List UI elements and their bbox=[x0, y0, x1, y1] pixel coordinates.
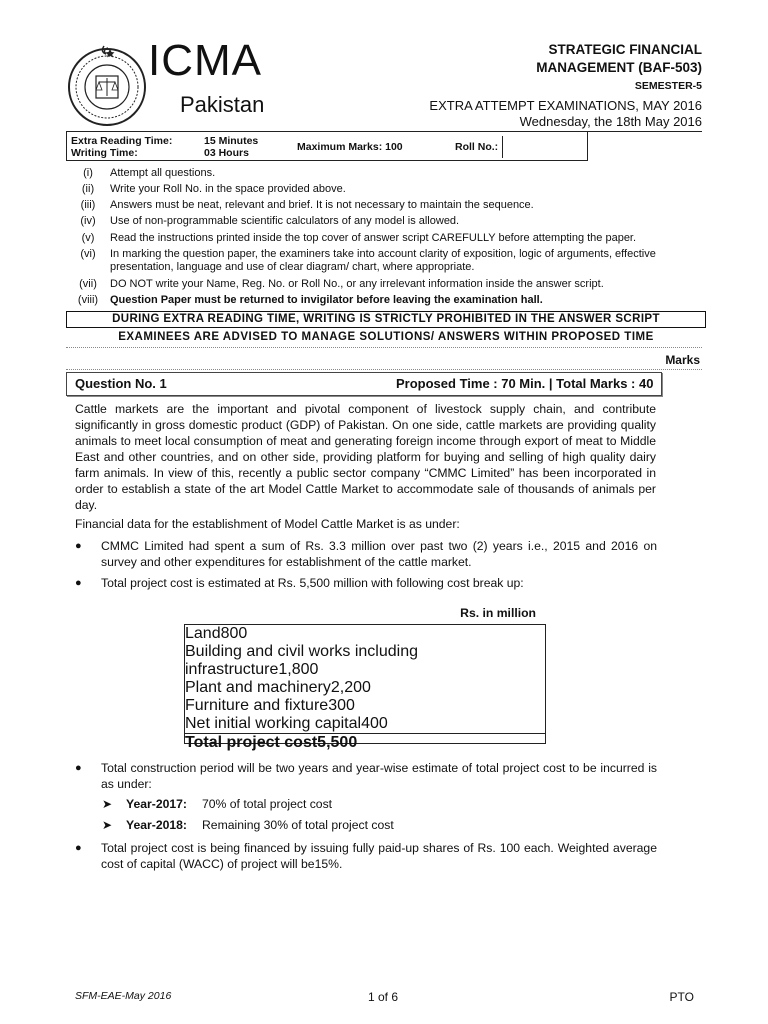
time-labels bbox=[71, 135, 172, 159]
extra-reading-label: Extra Reading Time: bbox=[71, 135, 173, 147]
bullet-item: ● CMMC Limited had spent a sum of Rs. 3.3 million over past two (2) years i.e., 2015 and 2016 on survey and other expenditures for establishment of the cattle market. bbox=[75, 539, 657, 569]
table-row: Land800 bbox=[185, 625, 248, 642]
dotted-divider bbox=[66, 369, 702, 370]
roll-no-field[interactable] bbox=[502, 136, 585, 158]
instruction-item: (ii) Write your Roll No. in the space provided above. bbox=[81, 183, 346, 195]
dotted-divider bbox=[66, 347, 702, 348]
instruction-item: (v) Read the instructions printed inside the top cover of answer script CAREFULLY before attempting the paper. bbox=[81, 232, 637, 244]
table-row: Net initial working capital400 bbox=[185, 715, 388, 732]
icma-seal-logo bbox=[62, 40, 152, 130]
exam-date: Wednesday, the 18th May 2016 bbox=[519, 114, 702, 129]
semester-label: SEMESTER-5 bbox=[634, 80, 702, 92]
extra-reading-value: 15 Minutes bbox=[204, 135, 259, 147]
advice-banner: EXAMINEES ARE ADVISED TO MANAGE SOLUTIONS/ ANSWERS WITHIN PROPOSED TIME bbox=[118, 331, 654, 343]
financial-data-intro: Financial data for the establishment of Model Cattle Market is as under: bbox=[75, 517, 460, 531]
table-row: Plant and machinery2,200 bbox=[185, 679, 371, 696]
logo-wordmark: ICMA bbox=[148, 36, 262, 85]
instruction-item: (iii) Answers must be neat, relevant and brief. It is not necessary to maintain the sequence. bbox=[80, 199, 534, 211]
please-turn-over: PTO bbox=[669, 990, 694, 1004]
roll-no-label: Roll No.: bbox=[455, 141, 499, 153]
arrow-bullet-icon: ➤ bbox=[102, 797, 113, 811]
bullet-icon: ● bbox=[75, 540, 82, 552]
table-total-row: Total project cost5,500 bbox=[185, 733, 545, 752]
maximum-marks: Maximum Marks: 100 bbox=[297, 141, 403, 153]
instruction-item: (i) Attempt all questions. bbox=[83, 167, 216, 179]
bullet-item: ● Total project cost is being financed by issuing fully paid-up shares of Rs. 100 each. Weighted average cost of capital (WACC) of project will be15%. bbox=[75, 841, 657, 871]
paper-code: SFM-EAE-May 2016 bbox=[75, 990, 172, 1002]
question-number: Question No. 1 bbox=[75, 376, 167, 391]
question-time-marks: Proposed Time : 70 Min. | Total Marks : 40 bbox=[396, 376, 654, 391]
sub-item-year-2018: ➤ Year-2018: Remaining 30% of total project cost bbox=[102, 818, 394, 832]
question-intro-paragraph: Cattle markets are the important and pivotal component of livestock supply chain, and contribute significantly in gross domestic product (GDP) of Pakistan. On one side, cattle markets are providing quality animals to meet local consumption of meat and generating foreign income through export of meat to Middle East and other countries, and on other side, providing platform for buying and selling of high quality dairy farm animals. In view of this, recently a public sector company “CMMC Limited” has been incorporated in order to establish a state of the art Model Cattle Market to accommodate sale of thousands of animals per day. bbox=[75, 402, 656, 512]
instruction-item: (vii) DO NOT write your Name, Reg. No. or Roll No., or any irrelevant information inside the answer script. bbox=[79, 278, 604, 290]
cost-breakup-table bbox=[184, 624, 546, 751]
bullet-icon: ● bbox=[75, 577, 82, 589]
arrow-bullet-icon: ➤ bbox=[102, 818, 113, 832]
time-values bbox=[204, 135, 258, 159]
subject-title-line2: MANAGEMENT (BAF-503) bbox=[536, 60, 702, 75]
instruction-item: (iv) Use of non-programmable scientific calculators of any model is allowed. bbox=[80, 215, 460, 227]
subject-title-line1: STRATEGIC FINANCIAL bbox=[548, 42, 702, 57]
warning-banner: DURING EXTRA READING TIME, WRITING IS STRICTLY PROHIBITED IN THE ANSWER SCRIPT bbox=[66, 311, 706, 328]
cost-table-header bbox=[184, 606, 544, 624]
marks-column-label: Marks bbox=[665, 353, 700, 367]
page-number: 1 of 6 bbox=[368, 990, 399, 1004]
table-row: Furniture and fixture300 bbox=[185, 697, 355, 714]
cost-unit-header: Rs. in million bbox=[460, 606, 536, 620]
logo-subtitle: Pakistan bbox=[180, 92, 265, 117]
table-row: Building and civil works including infrastructure1,800 bbox=[185, 643, 419, 678]
instruction-item: (vi) In marking the question paper, the examiners take into account clarity of exposition, logic of arguments, effective presentation, language and use of clear diagram/ chart, where appropriate. bbox=[80, 248, 656, 273]
bullet-icon: ● bbox=[75, 762, 82, 774]
bullet-icon: ● bbox=[75, 842, 82, 854]
bullet-item: ● Total construction period will be two years and year-wise estimate of total project cost to be incurred is as under: bbox=[75, 761, 657, 791]
exam-title: EXTRA ATTEMPT EXAMINATIONS, MAY 2016 bbox=[429, 98, 702, 113]
writing-time-label: Writing Time: bbox=[71, 147, 138, 159]
instruction-item: (viii) Question Paper must be returned to invigilator before leaving the examination hall. bbox=[77, 294, 543, 306]
sub-item-year-2017: ➤ Year-2017: 70% of total project cost bbox=[102, 797, 333, 811]
writing-time-value: 03 Hours bbox=[204, 147, 249, 159]
bullet-item: ● Total project cost is estimated at Rs. 5,500 million with following cost break up: bbox=[75, 576, 524, 590]
